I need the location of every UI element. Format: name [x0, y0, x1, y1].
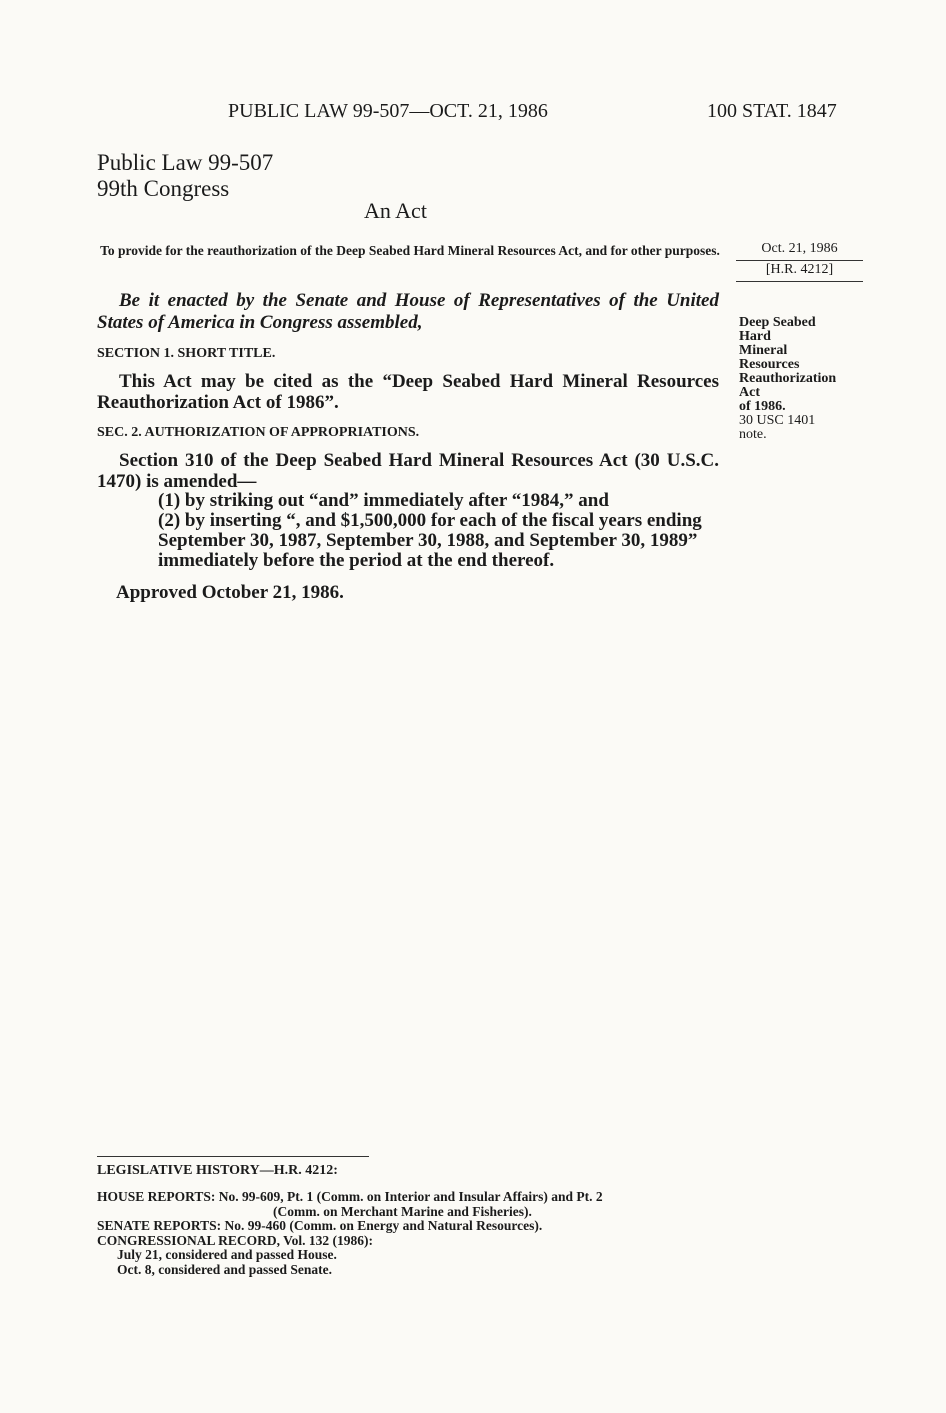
- usc-citation: 30 USC 1401: [739, 413, 816, 428]
- approval-date: Approved October 21, 1986.: [116, 582, 344, 603]
- section-2-heading: SEC. 2. AUTHORIZATION OF APPROPRIATIONS.: [97, 425, 420, 440]
- margin-date-block: [736, 240, 863, 282]
- running-head-title: PUBLIC LAW 99-507—OCT. 21, 1986: [228, 100, 548, 122]
- amendment-item: (1) by striking out “and” immediately after “1984,” and: [158, 490, 609, 511]
- margin-notes: [739, 316, 869, 442]
- margin-note: Mineral: [739, 343, 788, 358]
- record-action: July 21, considered and passed House.: [117, 1247, 337, 1262]
- record-action: Oct. 8, considered and passed Senate.: [117, 1261, 333, 1277]
- act-purpose: To provide for the reauthorization of the Deep Seabed Hard Mineral Resources Act, and for other purposes.: [100, 243, 720, 258]
- statute-page-number: 100 STAT. 1847: [707, 100, 837, 122]
- legislative-history: [97, 1190, 737, 1277]
- margin-note: Resources: [739, 357, 800, 372]
- section-1-heading: SECTION 1. SHORT TITLE.: [97, 346, 276, 361]
- house-reports-continued: (Comm. on Merchant Marine and Fisheries).: [273, 1203, 532, 1219]
- act-heading: An Act: [364, 198, 427, 223]
- margin-note: Act: [739, 385, 760, 400]
- legislative-history-heading: LEGISLATIVE HISTORY—H.R. 4212:: [97, 1163, 338, 1178]
- congress-number: 99th Congress: [97, 176, 230, 201]
- bill-number: [H.R. 4212]: [765, 262, 834, 277]
- margin-note: Hard: [739, 329, 771, 344]
- senate-reports: SENATE REPORTS: No. 99-460 (Comm. on Energy and Natural Resources).: [97, 1218, 543, 1233]
- section-1-text: This Act may be cited as the “Deep Seabed Hard Mineral Resources Reauthorization Act of 1986”.: [97, 371, 719, 413]
- margin-note: of 1986.: [739, 399, 786, 414]
- margin-note: Reauthorization: [739, 371, 837, 386]
- margin-rule: [736, 281, 863, 282]
- amendment-item: (2) by inserting “, and $1,500,000 for each of the fiscal years ending September 30, 1987, September 30, 1988, and September 30, 1989” immediately before the period at the end thereof.: [158, 510, 702, 571]
- section-2-text: Section 310 of the Deep Seabed Hard Mineral Resources Act (30 U.S.C. 1470) is amended—: [97, 450, 719, 492]
- law-identifier: [97, 150, 273, 202]
- enactment-date: Oct. 21, 1986: [761, 241, 838, 256]
- house-reports: HOUSE REPORTS: No. 99-609, Pt. 1 (Comm. on Interior and Insular Affairs) and Pt. 2: [97, 1189, 603, 1204]
- margin-note: Deep Seabed: [739, 315, 816, 330]
- congressional-record: CONGRESSIONAL RECORD, Vol. 132 (1986):: [97, 1232, 374, 1248]
- enacting-clause: Be it enacted by the Senate and House of Representatives of the United States of America in Congress assembled,: [97, 290, 719, 333]
- history-rule: [97, 1156, 369, 1157]
- usc-citation: note.: [739, 427, 767, 442]
- public-law-number: Public Law 99-507: [97, 150, 274, 175]
